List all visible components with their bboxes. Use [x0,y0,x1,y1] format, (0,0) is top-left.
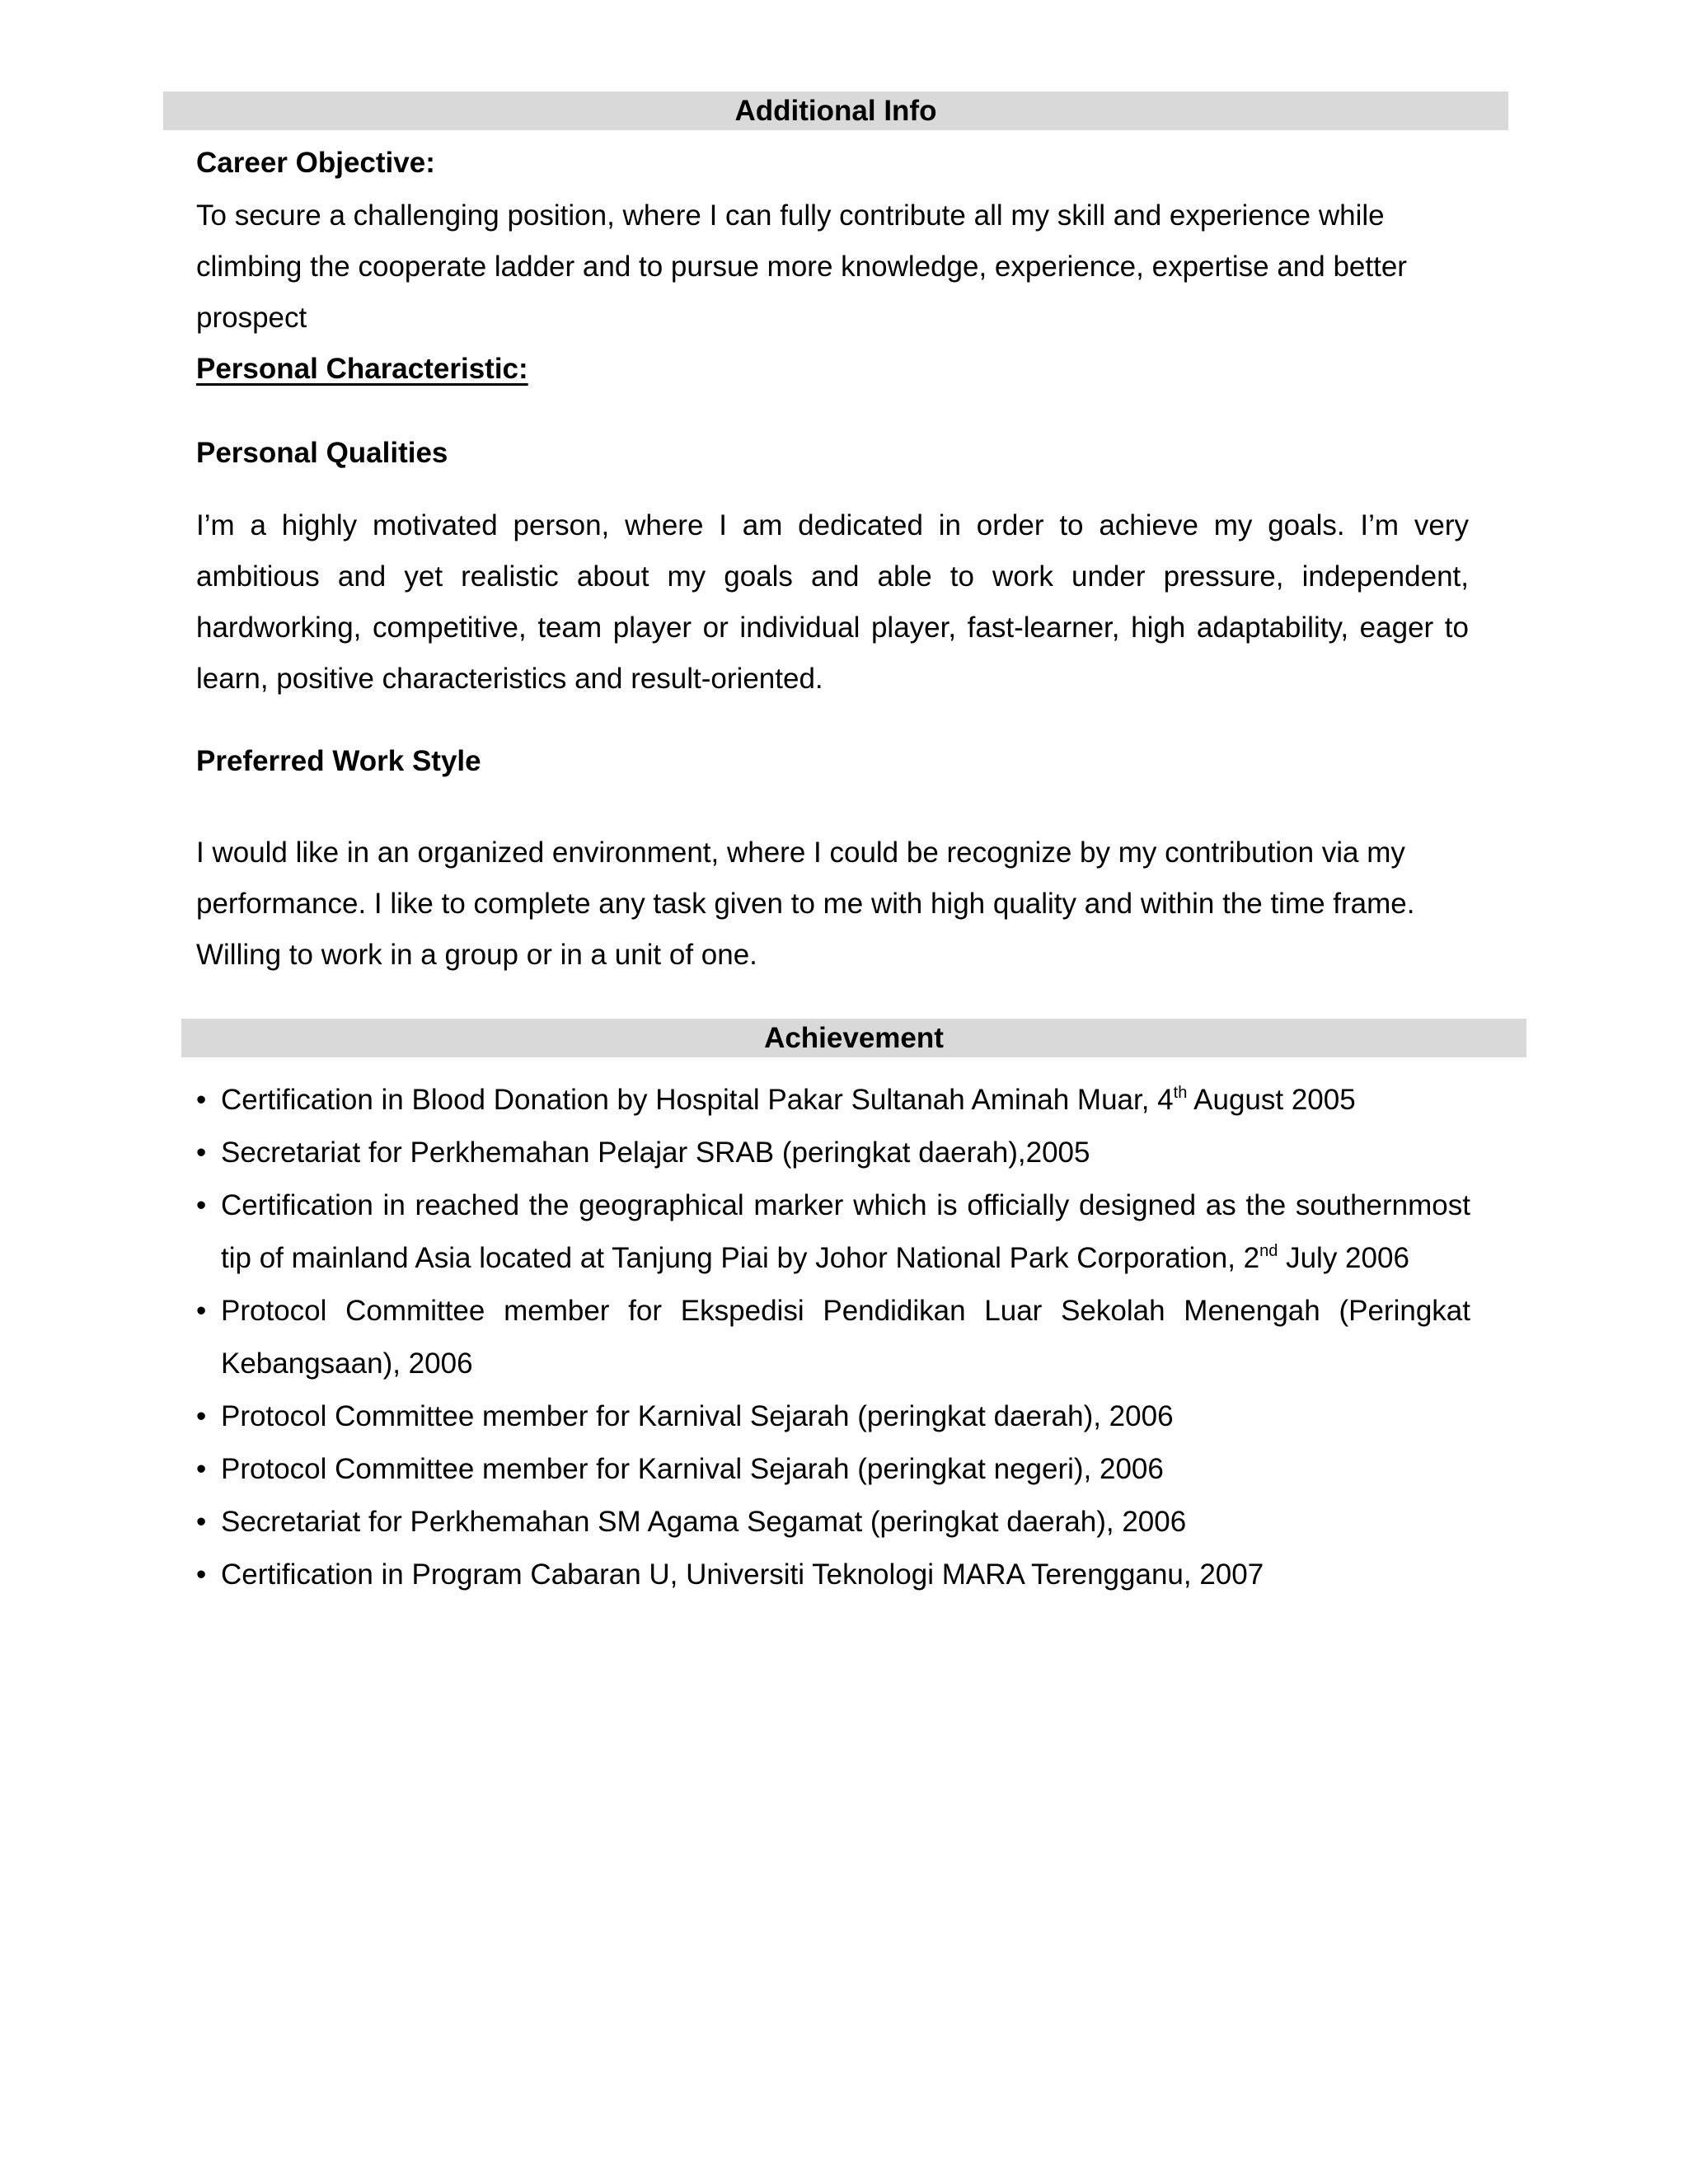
list-item [196,1390,1470,1443]
achievement-text-date: August 2005 [1187,1084,1356,1116]
ordinal-suffix: nd [1259,1242,1278,1260]
list-item [196,1074,1470,1127]
bullet-icon: • [196,1558,207,1591]
preferred-work-style-text: I would like in an organized environment, where I could be recognize by my contribution via my performance. I like to complete any task given to me with high quality and within the time frame. Willing to work in a group or in a unit of one. [196,837,1415,971]
bullet-icon: • [196,1400,207,1432]
list-item [196,1496,1470,1549]
achievement-text [221,1549,1470,1601]
achievement-text [221,1074,1470,1127]
achievement-header: Achievement [181,1019,1526,1057]
preferred-work-style-heading: Preferred Work Style [196,745,481,777]
achievement-text [221,1496,1470,1549]
ordinal-suffix: th [1173,1084,1188,1102]
career-objective-text: To secure a challenging position, where I can fully contribute all my skill and experience while climbing the cooperate ladder and to pursue more knowledge, experience, expertise and better prospect [196,199,1407,334]
list-item [196,1127,1470,1179]
achievement-text-main: Certification in Blood Donation by Hospital Pakar Sultanah Aminah Muar, 4 [221,1084,1174,1116]
achievement-text-main: Secretariat for Perkhemahan Pelajar SRAB (peringkat daerah),2005 [221,1137,1090,1169]
list-item [196,1443,1470,1496]
list-item [196,1549,1470,1601]
achievement-text [221,1179,1470,1285]
personal-qualities-text: I’m a highly motivated person, where I am dedicated in order to achieve my goals. I’m very ambitious and yet realistic about my goals and able to work under pressure, independent, hardworking, competitive, team player or individual player, fast-learner, high adaptability, eager to learn, positive characteristics and result-oriented. [196,509,1469,695]
bullet-icon: • [196,1137,207,1169]
list-item [196,1285,1470,1390]
additional-info-header: Additional Info [163,91,1508,130]
bullet-icon: • [196,1189,207,1221]
bullet-icon: • [196,1084,207,1116]
achievement-text-main: Certification in Program Cabaran U, Universiti Teknologi MARA Terengganu, 2007 [221,1558,1264,1591]
personal-characteristic-heading: Personal Characteristic: [196,353,528,385]
list-item [196,1179,1470,1285]
achievement-text [221,1390,1470,1443]
achievement-text-main: Protocol Committee member for Karnival Sejarah (peringkat daerah), 2006 [221,1400,1174,1432]
career-objective-heading: Career Objective: [196,147,435,179]
bullet-icon: • [196,1453,207,1485]
achievement-text [221,1127,1470,1179]
achievement-text [221,1443,1470,1496]
achievement-text [221,1285,1470,1390]
achievement-text-main: Protocol Committee member for Ekspedisi Pendidikan Luar Sekolah Menengah (Peringkat Kebangsaan), 2006 [221,1295,1470,1380]
achievement-text-main: Secretariat for Perkhemahan SM Agama Segamat (peringkat daerah), 2006 [221,1506,1187,1538]
achievement-list [196,1074,1470,1601]
achievement-text-date: July 2006 [1278,1242,1409,1274]
personal-qualities-heading: Personal Qualities [196,437,448,469]
achievement-text-main: Certification in reached the geographical marker which is officially designed as the southernmost tip of mainland Asia located at Tanjung Piai by Johor National Park Corporation, 2 [221,1189,1470,1274]
bullet-icon: • [196,1506,207,1538]
achievement-text-main: Protocol Committee member for Karnival Sejarah (peringkat negeri), 2006 [221,1453,1164,1485]
bullet-icon: • [196,1295,207,1327]
personal-characteristic-block [196,351,1470,387]
